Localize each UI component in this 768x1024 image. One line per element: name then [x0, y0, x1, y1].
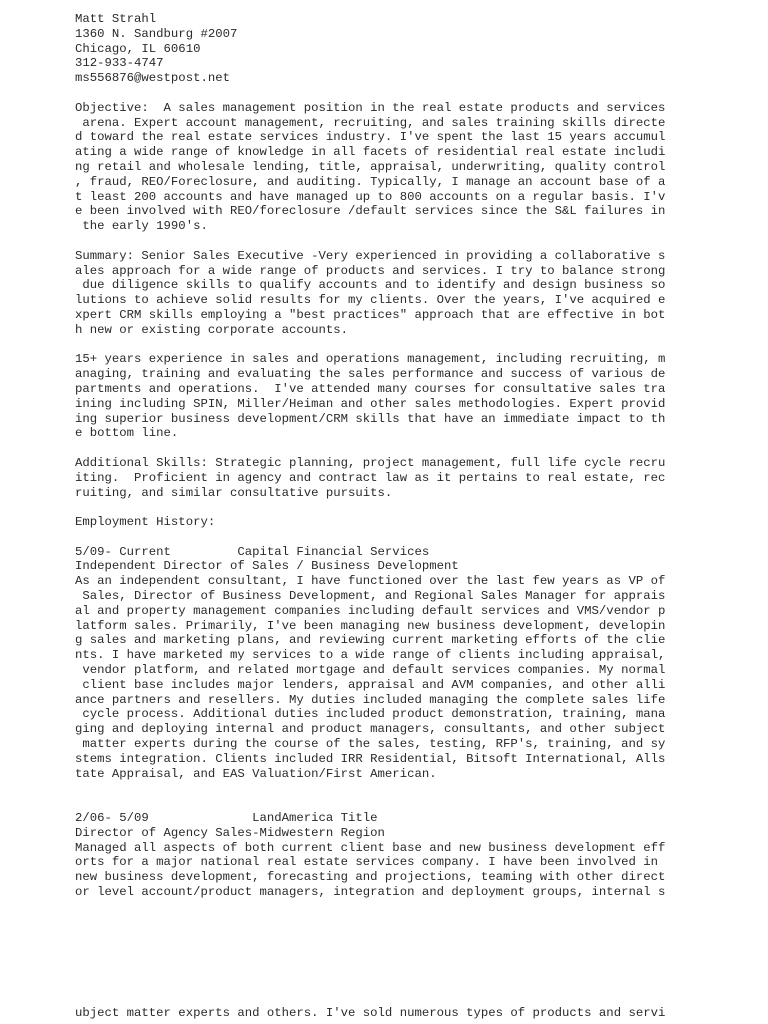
paragraph-line: iting. Proficient in agency and contract law as it pertains to real estate, rec — [75, 470, 666, 485]
job-dates-company: 5/09- Current Capital Financial Services — [75, 544, 430, 559]
paragraph-line: client base includes major lenders, appraisal and AVM companies, and other alli — [75, 677, 666, 692]
paragraph-line: matter experts during the course of the sales, testing, RFP's, training, and sy — [75, 737, 666, 752]
spacer — [75, 781, 755, 796]
paragraph-line: Objective: A sales management position in the real estate products and services — [75, 100, 666, 115]
paragraph-line: h new or existing corporate accounts. — [75, 322, 349, 337]
paragraph-line: latform sales. Primarily, I've been managing new business development, developin — [75, 618, 666, 633]
job-entry-capital-financial — [75, 545, 755, 782]
paragraph-line: g sales and marketing plans, and reviewing current marketing efforts of the clie — [75, 633, 666, 648]
paragraph-line: 15+ years experience in sales and operations management, including recruiting, m — [75, 352, 666, 367]
spacer — [75, 86, 755, 101]
paragraph-line: vendor platform, and related mortgage and default services companies. My normal — [75, 663, 666, 678]
job-title: Independent Director of Sales / Business Development — [75, 559, 459, 574]
spacer — [75, 441, 755, 456]
contact-city: Chicago, IL 60610 — [75, 41, 201, 56]
spacer — [75, 338, 755, 353]
paragraph-line: due diligence skills to qualify accounts and to identify and design business so — [75, 278, 666, 293]
job-entry-landamerica — [75, 811, 755, 900]
paragraph-line: ng retail and wholesale lending, title, appraisal, underwriting, quality control — [75, 159, 666, 174]
paragraph-line: orts for a major national real estate services company. I have been involved in — [75, 855, 658, 870]
summary-paragraph — [75, 249, 755, 338]
experience-paragraph — [75, 352, 755, 441]
paragraph-line: xpert CRM skills employing a "best practices" approach that are effective in bot — [75, 307, 666, 322]
job-dates-company: 2/06- 5/09 LandAmerica Title — [75, 811, 378, 826]
paragraph-line: Summary: Senior Sales Executive -Very experienced in providing a collaborative s — [75, 248, 666, 263]
paragraph-line: cycle process. Additional duties included product demonstration, training, mana — [75, 707, 666, 722]
additional-skills-paragraph — [75, 456, 755, 500]
spacer — [75, 796, 755, 811]
paragraph-line: ales approach for a wide range of products and services. I try to balance strong — [75, 263, 666, 278]
contact-name: Matt Strahl — [75, 12, 157, 26]
paragraph-line: partments and operations. I've attended many courses for consultative sales tra — [75, 381, 666, 396]
paragraph-line: e bottom line. — [75, 426, 179, 441]
paragraph-line: arena. Expert account management, recruiting, and sales training skills directe — [75, 115, 666, 130]
continuation-line: ubject matter experts and others. I've sold numerous types of products and servi — [75, 1006, 666, 1020]
paragraph-line: e been involved with REO/foreclosure /default services since the S&L failures in — [75, 204, 666, 219]
paragraph-line: lutions to achieve solid results for my clients. Over the years, I've acquired e — [75, 293, 666, 308]
paragraph-line: As an independent consultant, I have functioned over the last few years as VP of — [75, 574, 666, 589]
paragraph-line: ating a wide range of knowledge in all facets of residential real estate includi — [75, 145, 666, 160]
paragraph-line: ing superior business development/CRM skills that have an immediate impact to th — [75, 411, 666, 426]
paragraph-line: ruiting, and similar consultative pursuits. — [75, 485, 393, 500]
employment-history-heading: Employment History: — [75, 515, 216, 530]
paragraph-line: new business development, forecasting and projections, teaming with other direct — [75, 870, 666, 885]
paragraph-line: , fraud, REO/Foreclosure, and auditing. Typically, I manage an account base of a — [75, 174, 666, 189]
resume-document — [75, 12, 755, 900]
paragraph-line: d toward the real estate services industry. I've spent the last 15 years accumul — [75, 130, 666, 145]
paragraph-line: anaging, training and evaluating the sales performance and success of various de — [75, 367, 666, 382]
paragraph-line: Additional Skills: Strategic planning, project management, full life cycle recru — [75, 455, 666, 470]
paragraph-line: or level account/product managers, integration and deployment groups, internal s — [75, 885, 666, 900]
spacer — [75, 500, 755, 515]
paragraph-line: tate Appraisal, and EAS Valuation/First American. — [75, 766, 437, 781]
paragraph-line: ance partners and resellers. My duties included managing the complete sales life — [75, 692, 666, 707]
paragraph-line: al and property management companies including default services and VMS/vendor p — [75, 603, 666, 618]
contact-block — [75, 12, 755, 86]
paragraph-line: Managed all aspects of both current client base and new business development eff — [75, 840, 666, 855]
paragraph-line: the early 1990's. — [75, 219, 208, 234]
paragraph-line: ging and deploying internal and product managers, consultants, and other subject — [75, 722, 666, 737]
paragraph-line: stems integration. Clients included IRR Residential, Bitsoft International, Alls — [75, 751, 666, 766]
job-title: Director of Agency Sales-Midwestern Region — [75, 825, 385, 840]
contact-address: 1360 N. Sandburg #2007 — [75, 26, 238, 41]
paragraph-line: t least 200 accounts and have managed up to 800 accounts on a regular basis. I'v — [75, 189, 666, 204]
paragraph-line: Sales, Director of Business Development, and Regional Sales Manager for apprais — [75, 589, 666, 604]
spacer — [75, 530, 755, 545]
paragraph-line: ining including SPIN, Miller/Heiman and other sales methodologies. Expert provid — [75, 396, 666, 411]
objective-paragraph — [75, 101, 755, 234]
contact-email: ms556876@westpost.net — [75, 71, 230, 86]
contact-phone: 312-933-4747 — [75, 56, 164, 71]
spacer — [75, 234, 755, 249]
paragraph-line: nts. I have marketed my services to a wide range of clients including appraisal, — [75, 648, 666, 663]
